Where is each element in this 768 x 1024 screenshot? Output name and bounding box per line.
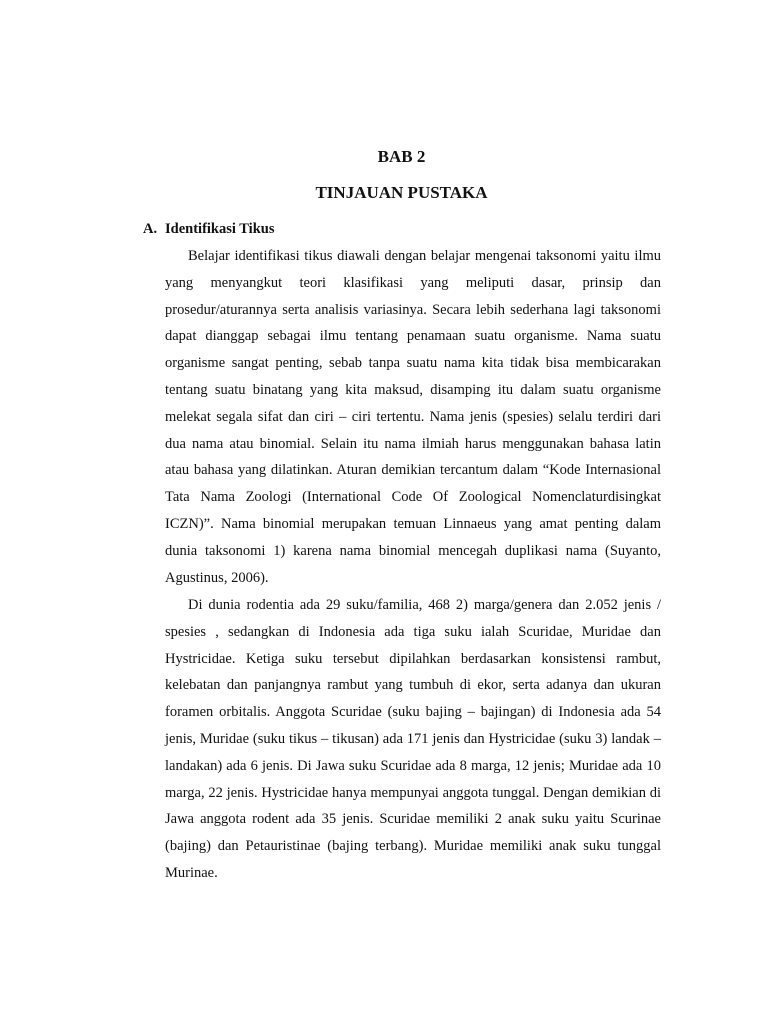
chapter-title: TINJAUAN PUSTAKA xyxy=(315,183,488,202)
section-marker: A. xyxy=(143,221,158,237)
section-title: Identifikasi Tikus xyxy=(165,221,275,237)
section-heading xyxy=(143,221,274,238)
chapter-number: BAB 2 xyxy=(377,147,426,166)
paragraph-identifikasi: Belajar identifikasi tikus diawali dengan belajar mengenai taksonomi yaitu ilmu yang menyangkut teori klasifikasi yang meliputi dasar, prinsip dan prosedur/aturannya serta analisis variasinya. Secara lebih sederhana lagi taksonomi dapat dianggap sebagai ilmu tentang penamaan suatu organisme. Nama suatu organisme sangat penting, sebab tanpa suatu nama kita tidak bisa membicarakan tentang suatu binatang yang kita maksud, disamping itu dalam suatu organisme melekat segala sifat dan ciri – ciri tertentu. Nama jenis (spesies) selalu terdiri dari dua nama atau binomial. Selain itu nama ilmiah harus menggunakan bahasa latin atau bahasa yang dilatinkan. Aturan demikian tercantum dalam “Kode Internasional Tata Nama Zoologi (International Code Of Zoological Nomenclaturdisingkat ICZN)”. Nama binomial merupakan temuan Linnaeus yang amat penting dalam dunia taksonomi 1) karena nama binomial mencegah duplikasi nama (Suyanto, Agustinus, 2006). xyxy=(165,248,661,586)
paragraph-rodentia: Di dunia rodentia ada 29 suku/familia, 468 2) marga/genera dan 2.052 jenis / spesies , sedangkan di Indonesia ada tiga suku ialah Scuridae, Muridae dan Hystricidae. Ketiga suku tersebut dipilahkan berdasarkan konsistensi rambut, kelebatan dan panjangnya rambut yang tumbuh di ekor, serta adanya dan ukuran foramen orbitalis. Anggota Scuridae (suku bajing – bajingan) di Indonesia ada 54 jenis, Muridae (suku tikus – tikusan) ada 171 jenis dan Hystricidae (suku 3) landak – landakan) ada 6 jenis. Di Jawa suku Scuridae ada 8 marga, 12 jenis; Muridae ada 10 marga, 22 jenis. Hystricidae hanya mempunyai anggota tunggal. Dengan demikian di Jawa anggota rodent ada 35 jenis. Scuridae memiliki 2 anak suku yaitu Scurinae (bajing) dan Petauristinae (bajing terbang). Muridae memiliki anak suku tunggal Murinae. xyxy=(165,597,661,881)
